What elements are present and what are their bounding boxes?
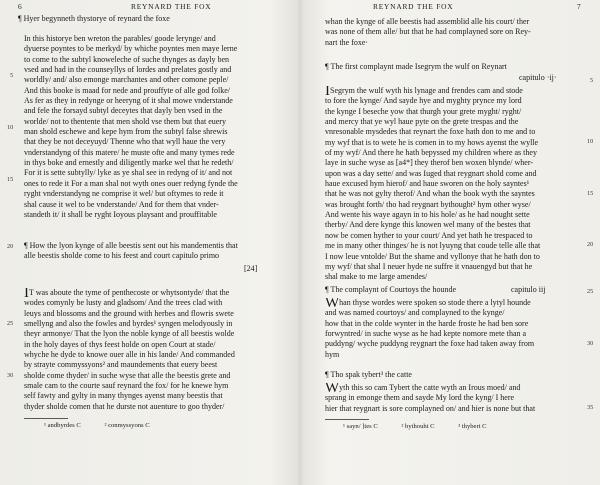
complaint-heading	[325, 62, 593, 72]
text-line: ¶ The complaynt of Courtoys the hounde	[325, 285, 457, 294]
footnote-rule	[325, 419, 369, 420]
continuation-text	[325, 17, 593, 48]
running-head: REYNARD THE FOX	[131, 2, 212, 11]
text-line: IT was aboute the tyme of penthecoste or whytsontyde/ that the	[24, 288, 296, 298]
text-line: wodes comynly be lusty and gladsom/ And the trees clad with	[24, 298, 223, 308]
text-line: of my wyf/ And there he hath bepyssed my children where as they	[325, 148, 537, 158]
right-page	[303, 0, 600, 485]
line-number: 20	[7, 243, 14, 250]
text-line: and mercy that ye wyl haue pyte on the grete trespas and the	[325, 117, 519, 127]
footnote: ³ thybert C	[458, 423, 487, 430]
line-number: 5	[10, 72, 14, 79]
text-line: man shold eschewe and kepe hym from the subtyl false shrewis	[24, 127, 228, 137]
text-line: ISegrym the wulf wyth his lynage and frendes cam and stode	[325, 86, 593, 96]
text-line: ¶ Tho spak tybert³ the catte	[325, 370, 412, 379]
text-line: vnderstandyng of this matere/ he muste ofte and many tymes rede	[24, 147, 235, 157]
text-line: I now leue vntolde/ But the shame and vyllonye that he hath don to	[325, 251, 540, 261]
text-line: smellyng and also the fowles and byrdes¹ syngen melodyously in	[24, 319, 233, 329]
text-line: As fer as they in redynge or heeryng of it shal mowe vnderstande	[24, 96, 233, 106]
text-line: that they be not deceyuyd/ Thenne who that wyll haue the very	[24, 137, 226, 147]
page-reference: [24]	[244, 264, 258, 273]
line-number: 10	[7, 124, 14, 131]
text-line: haue excused hym hierof/ and haue sworen on the holy sayntes¹	[325, 179, 530, 189]
text-line: thyder sholde comen that he durste not auenture to goo thyder/	[24, 401, 225, 411]
line-number: 10	[587, 138, 594, 145]
complaint-body	[325, 86, 593, 283]
line-number: 5	[590, 77, 594, 84]
footnotes	[44, 422, 172, 429]
text-line: upon was a day sette/ and was Iuged that reygnart shold come and	[325, 168, 537, 178]
chapter-title	[18, 14, 296, 24]
text-line: And wente his waye agayn in to his hole/ as he had nought sette	[325, 210, 530, 220]
chapter-heading	[24, 241, 296, 262]
text-line: theyr armonye/ That the lyon the noble kynge of all beestis wolde	[24, 329, 235, 339]
text-line: worldly/ and/ also emonge marchantes and other comone peple/	[24, 75, 229, 85]
line-number: 30	[587, 340, 594, 347]
drop-cap: W	[325, 383, 340, 394]
page-number: 7	[577, 2, 581, 11]
text-line: how that in the colde wynter in the harde froste he had ben sore	[325, 318, 529, 328]
text-line: whan the kynge of alle beestis had assemblid alle his court/ ther	[325, 17, 530, 26]
footnotes	[343, 423, 509, 430]
text-line: shal cause it wel to be vnderstande/ And for them that vnder-	[24, 199, 219, 209]
text-line: hier that reygnart is sore complayned on/ and hier is none but that	[325, 403, 536, 413]
page-number: 6	[18, 2, 22, 11]
tybert-body	[325, 383, 593, 414]
text-line: therby/ And dere kynge this knowen wel many of the bestes that	[325, 220, 531, 230]
text-line: now be comen hyther to your court/ And yet hath he trespaced to	[325, 230, 533, 240]
drop-cap: W	[325, 298, 340, 309]
text-line: vsed and had in the counseyllys of lordes and prelates gostly and	[24, 65, 232, 75]
line-number: 15	[587, 190, 594, 197]
line-number: 35	[587, 404, 594, 411]
footnote: ¹ sayn/ ]tes C	[343, 423, 378, 430]
text-line: puddyng/ wyche puddyng reygnart the foxe had taken away from	[325, 339, 535, 349]
drop-cap: I	[325, 86, 330, 97]
courtoys-body	[325, 298, 593, 360]
text-line: nart the foxe·	[325, 37, 369, 47]
text-line: ¶ How the lyon kynge of alle beestis sent out his mandementis that	[24, 241, 238, 250]
footnote: ² conmyssyons C	[104, 422, 150, 429]
text-line: in the holy dayes of thys feest holde on open Court at stade/	[24, 339, 216, 349]
courtoys-heading	[325, 285, 593, 295]
text-line: was none of them alle/ but that he had complayned sore on Rey-	[325, 27, 531, 37]
heading-text: ¶ Hyer begynneth thystorye of reynard the foxe	[18, 14, 170, 23]
text-line: shal make to me large amendes/	[325, 272, 428, 282]
text-line: standeth it/ it shall be ryght Ioyous playsant and prouffitable	[24, 209, 217, 219]
text-line: to fore the kynge/ And sayde hye and myghty prynce my lord	[325, 96, 522, 106]
text-line: Wyth this so cam Tybert the catte wyth an Irous moed/ and	[325, 383, 593, 393]
text-line: sholde come thyder/ in suche wyse that alle the beestis grete and	[24, 370, 231, 380]
text-line: worlde/ not to thentente that men shold vse them but that euery	[24, 116, 226, 126]
text-line: that he was not gylty therof/ And whan the book wyth the sayntes	[325, 189, 535, 199]
footnote-rule	[24, 418, 68, 419]
footnote: ² bythouht C	[401, 423, 435, 430]
text-line: my wyf that is to wete he is comen in to my hows ayenst the wylle	[325, 137, 539, 147]
text-line: leuys and blossoms and the ground with herbes and flowris swete	[24, 308, 234, 318]
text-line: hym	[325, 349, 340, 359]
text-line: my wyf/ that shal I neuer hyde ne suffre it vnauengyd but that he	[325, 261, 533, 271]
text-line: and was named courtoys/ and complayned to the kynge/	[325, 308, 505, 318]
capitulo-label: capitulo iij	[511, 285, 546, 294]
text-line: And this booke is maad for nede and prouffyte of alle god folke/	[24, 85, 231, 95]
text-line: alle beestis sholde come to his feest and court capitulo primo	[24, 251, 220, 261]
intro-paragraph	[24, 34, 296, 220]
text-line: smale cam to the courte sauf reynard the fox/ for he knewe hym	[24, 381, 229, 391]
text-line: ¶ The first complaynt made Isegrym the wulf on Reynart	[325, 62, 507, 71]
line-number: 15	[7, 176, 14, 183]
text-line: ryght vnderstandyng ne comprise it wel/ but oftymes to rede it	[24, 189, 224, 199]
text-line: and fele the forsayd subtyl deceytes that dayly ben vsed in the	[24, 106, 223, 116]
footnote: ¹ andbyrdes C	[44, 422, 81, 429]
text-line: forwyntred/ in suche wyse as he had kepte nomore mete than a	[325, 329, 527, 339]
line-number: 25	[587, 288, 594, 295]
text-line: the kynge I beseche yow that thurgh your grete myght/ ryght/	[325, 106, 522, 116]
text-line: in thys boke and ernestly and diligently marke wel that he redeth/	[24, 158, 234, 168]
text-line: ones to rede it For a man shal not wyth ones ouer redyng fynde the	[24, 178, 238, 188]
text-line: For it is sette subtylly/ lyke as ye shal see in redyng of it/ and not	[24, 168, 233, 178]
text-line: whyche he dyde to knowe ouer alle in his lande/ And commanded	[24, 350, 235, 360]
tybert-heading	[325, 370, 593, 380]
capitulo-label: capitulo ·ij·	[519, 73, 557, 82]
text-line: dyuerse poyntes to be merkyd/ by whiche poyntes men maye lerne	[24, 44, 238, 54]
line-number: 30	[7, 372, 14, 379]
drop-cap: I	[24, 288, 29, 299]
text-line: self fawty and gylty in many thynges ayenst many beestis that	[24, 391, 223, 401]
text-line: Whan thyse wordes were spoken so stode there a lytyl hounde	[325, 298, 593, 308]
line-number: 25	[7, 320, 14, 327]
running-head: REYNARD THE FOX	[373, 2, 454, 11]
line-number: 20	[587, 241, 594, 248]
text-line: was brought forth/ tho had reygnart bythought² hym other wyse/	[325, 199, 531, 209]
text-line: sprang in emonge them and sayde My lord the kyng/ I here	[325, 393, 515, 403]
text-line: by strayte commyssyons² and maundements that euery beest	[24, 360, 218, 370]
text-line: to come to the subtyl knoweleche of suche thynges as dayly ben	[24, 54, 230, 64]
text-line: laye in suche wyse as [a4*] they therof ben woxen blynde/ wher-	[325, 158, 533, 168]
text-line: In this historye ben wreton the parables/ goode lerynge/ and	[24, 34, 216, 43]
text-line: me in many other thinges/ he is not lyuyng that coude telle alle that	[325, 241, 541, 251]
chapter-body	[24, 288, 296, 412]
left-page	[0, 0, 296, 485]
text-line: vnresonable mysdedes that reynart the foxe hath don to me and to	[325, 127, 536, 137]
